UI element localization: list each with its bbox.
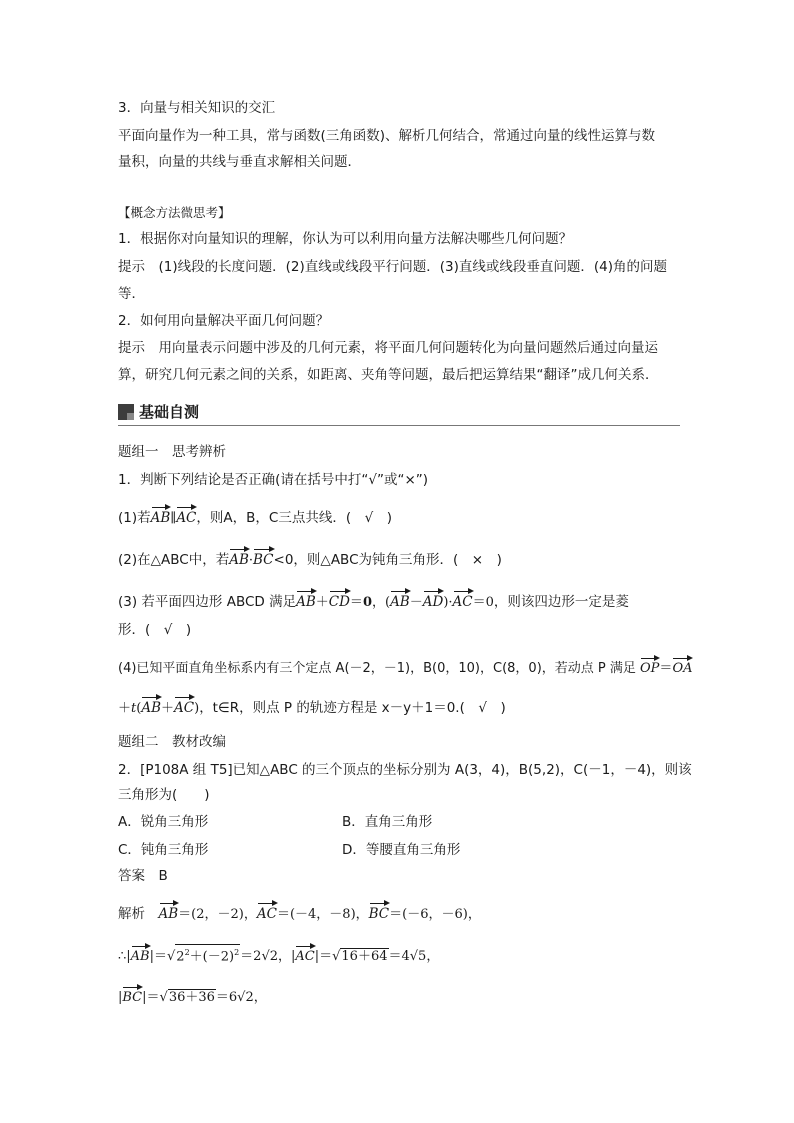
item3-mid: ，则该四边形一定是菱 [493,594,629,610]
group2-label: 题组二 教材改编 [118,734,226,750]
option-a: A．锐角三角形 [118,814,209,830]
heading-underline [118,425,680,426]
section3-line1: 平面向量作为一种工具，常与函数(三角函数)、解析几何结合，常通过向量的线性运算与数 [118,128,656,144]
item-3: (3) 若平面四边形 ABCD 满足AB＋CD＝0，(AB－AD)·AC＝0，则该四边形一定是菱 [118,588,629,613]
group1-q1: 1．判断下列结论是否正确(请在括号中打“√”或“×”) [118,472,429,488]
section-square-icon [118,404,134,420]
item2-post: <0，则△ABC为钝角三角形．( × ) [273,552,502,568]
answer: 答案 B [118,868,168,884]
analysis-label: 解析 [118,906,145,922]
item-4-line2: ＋t(AB＋AC)，t∈R，则点 P 的轨迹方程是 x－y＋1＝0.( √ ) [118,694,506,719]
item4-line2-post: ，t∈R，则点 P 的轨迹方程是 x－y＋1＝0.( √ ) [199,700,506,716]
item2-pre: (2)在△ABC中，若 [118,552,230,568]
concept-a2-line1: 提示 用向量表示问题中涉及的几何元素，将平面几何问题转化为向量问题然后通过向量运 [118,340,658,356]
concept-q2: 2．如何用向量解决平面几何问题？ [118,313,330,329]
item3-line2: 形．( √ ) [118,622,192,638]
item-4: (4)已知平面直角坐标系内有三个定点 A(－2，－1)，B(0，10)，C(8，0)，若动点 P 满足 OP＝OA [118,655,692,679]
concept-q1: 1．根据你对向量知识的理解，你认为可以利用向量方法解决哪些几何问题？ [118,231,573,247]
q2-line1: 2．[P108A 组 T5]已知△ABC 的三个顶点的坐标分别为 A(3，4)，B(5,2)，C(－1，－4)，则该 [118,762,692,778]
q2-line2: 三角形为( ) [118,787,210,803]
concept-a2-line2: 算，研究几何元素之间的关系，如距离、夹角等问题，最后把运算结果“翻译”成几何关系． [118,367,659,383]
group1-label: 题组一 思考辨析 [118,444,226,460]
option-c: C．钝角三角形 [118,842,209,858]
item1-pre: (1)若 [118,510,151,526]
item4-pre: (4)已知平面直角坐标系内有三个定点 A(－2，－1)，B(0，10)，C(8，0)，若动点 P 满足 [118,661,636,676]
basic-test-heading [118,402,680,426]
item1-post: ，则A，B，C三点共线．( √ ) [196,510,392,526]
analysis-line1: 解析 AB＝(2，－2)，AC＝(－4，－8)，BC＝(－6，－6)， [118,900,481,925]
option-b: B．直角三角形 [342,814,433,830]
concept-label: 【概念方法微思考】 [118,205,231,220]
section3-title: 3．向量与相关知识的交汇 [118,100,276,116]
basic-test-title: 基础自测 [139,403,200,421]
concept-a1-line2: 等． [118,286,145,302]
item3-pre: (3) 若平面四边形 ABCD 满足 [118,594,297,610]
analysis-line3: |BC|＝√36＋36＝6√2， [118,984,267,1008]
analysis-line2: $\therefore|AB|=√2^2+(-2)^2=2√2$，|AC|＝√16＋64＝4√5， [118,943,439,967]
option-d: D．等腰直角三角形 [342,842,461,858]
item-2: (2)在△ABC中，若AB·BC<0，则△ABC为钝角三角形．( × ) [118,546,502,571]
item-1: (1)若AB∥AC，则A，B，C三点共线．( √ ) [118,504,392,529]
section3-line2: 量积，向量的共线与垂直求解相关问题． [118,154,361,170]
concept-a1-line1: 提示 (1)线段的长度问题．(2)直线或线段平行问题．(3)直线或线段垂直问题．(4)角的问题 [118,259,667,275]
